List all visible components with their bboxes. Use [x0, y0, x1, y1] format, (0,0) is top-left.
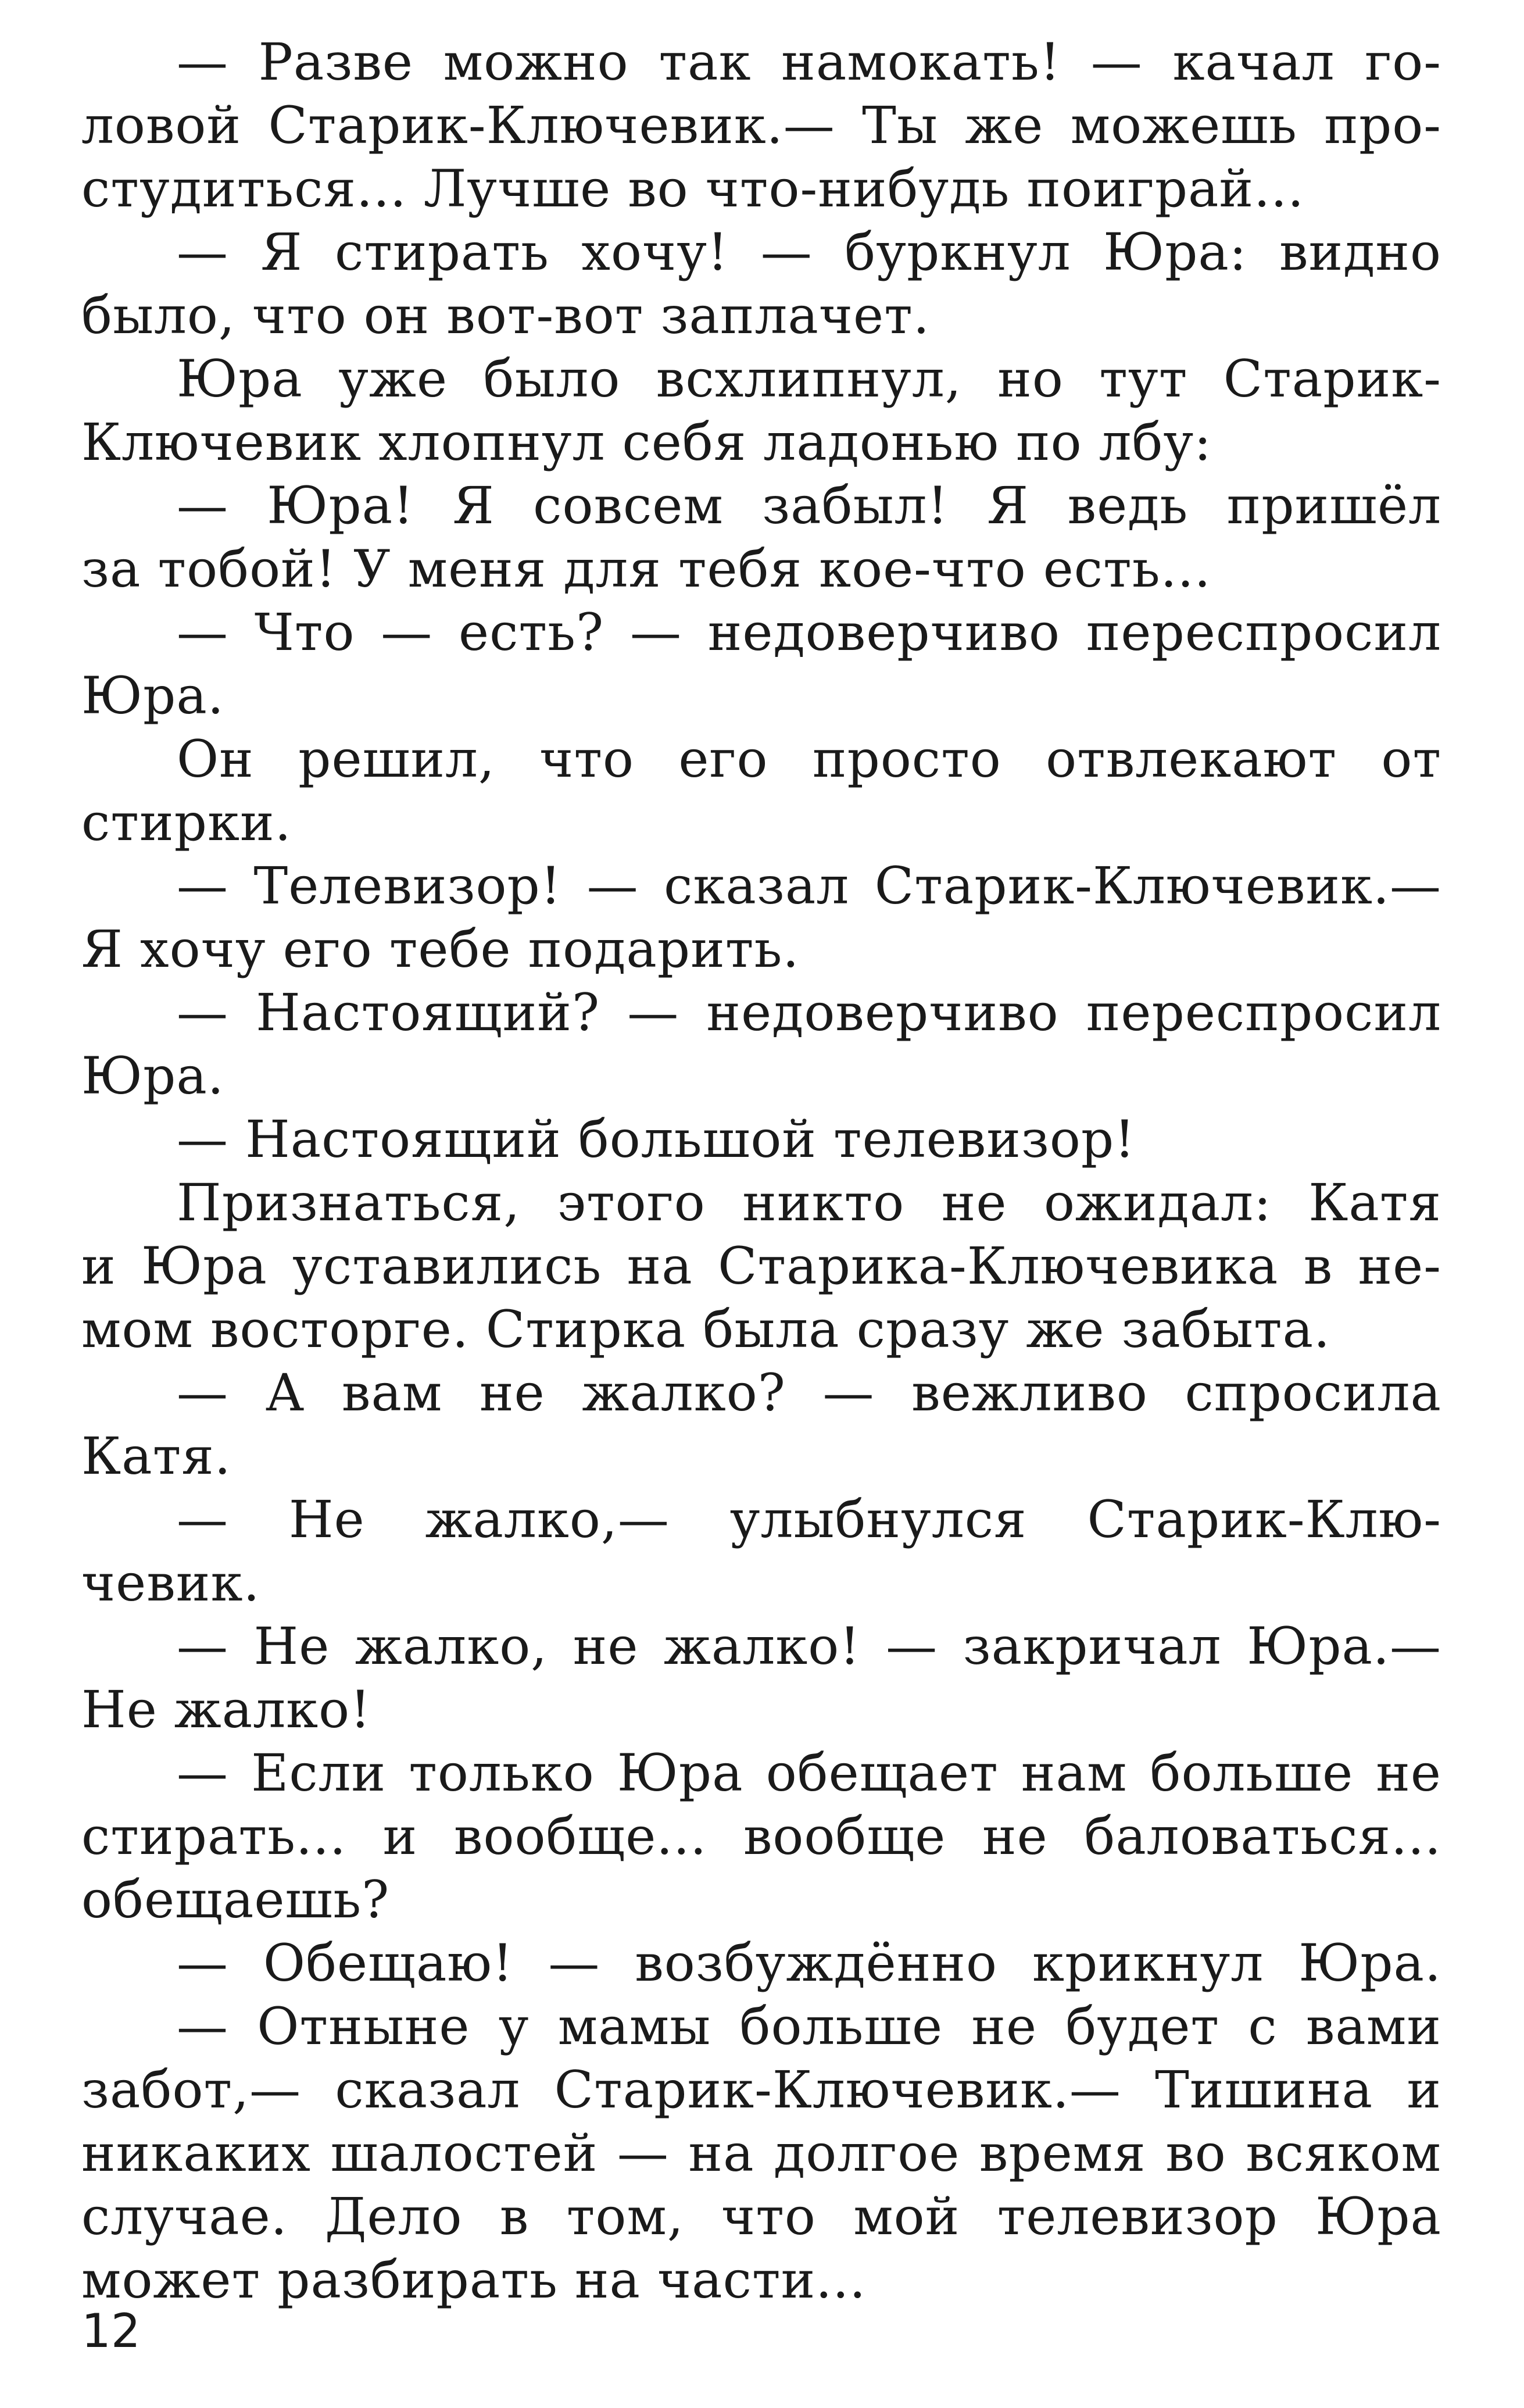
- text-line: — Телевизор! — сказал Старик-Ключевик.—: [177, 856, 1441, 916]
- text-line: Юра.: [81, 666, 224, 726]
- text-line: никаких шалостей — на долгое время во всяком: [81, 2123, 1441, 2183]
- text-line: — Настоящий большой телевизор!: [177, 1109, 1136, 1169]
- text-line: было, что он вот-вот заплачет.: [81, 285, 930, 345]
- text-line: стирать... и вообще... вообще не баловаться...: [81, 1806, 1441, 1866]
- text-line: обещаешь?: [81, 1870, 390, 1930]
- text-line: стирки.: [81, 792, 292, 852]
- text-line: Катя.: [81, 1426, 231, 1486]
- text-line: может разбирать на части...: [81, 2250, 867, 2310]
- text-line: за тобой! У меня для тебя кое-что есть...: [81, 539, 1211, 599]
- text-line: — А вам не жалко? — вежливо спросила: [177, 1363, 1441, 1423]
- text-line: Он решил, что его просто отвлекают от: [177, 729, 1441, 789]
- page-text: [81, 30, 1441, 2311]
- text-line: ловой Старик-Ключевик.— Ты же можешь про-: [81, 95, 1441, 155]
- text-line: — Я стирать хочу! — буркнул Юра: видно: [177, 222, 1441, 282]
- text-line: студиться... Лучше во что-нибудь поиграй...: [81, 159, 1305, 219]
- text-line: — Отныне у мамы больше не будет с вами: [177, 1996, 1441, 2056]
- text-line: и Юра уставились на Старика-Ключевика в не-: [81, 1236, 1441, 1296]
- text-line: — Настоящий? — недоверчиво переспросил: [177, 983, 1441, 1042]
- text-line: забот,— сказал Старик-Ключевик.— Тишина и: [81, 2060, 1441, 2120]
- text-line: — Разве можно так намокать! — качал го-: [177, 32, 1441, 92]
- text-line: — Если только Юра обещает нам больше не: [177, 1743, 1441, 1803]
- text-line: — Обещаю! — возбуждённо крикнул Юра.: [177, 1933, 1441, 1993]
- page-number: 12: [81, 2304, 141, 2358]
- text-line: мом восторге. Стирка была сразу же забыта.: [81, 1299, 1331, 1359]
- text-line: чевик.: [81, 1553, 260, 1613]
- text-line: Не жалко!: [81, 1680, 371, 1739]
- text-line: Юра уже было всхлипнул, но тут Старик-: [177, 349, 1441, 409]
- text-line: Признаться, этого никто не ожидал: Катя: [177, 1173, 1441, 1232]
- text-line: Юра.: [81, 1046, 224, 1106]
- text-line: — Юра! Я совсем забыл! Я ведь пришёл: [177, 476, 1441, 535]
- text-line: — Не жалко,— улыбнулся Старик-Клю-: [177, 1489, 1441, 1549]
- text-line: — Что — есть? — недоверчиво переспросил: [177, 602, 1441, 662]
- text-line: Ключевик хлопнул себя ладонью по лбу:: [81, 412, 1212, 472]
- text-line: — Не жалко, не жалко! — закричал Юра.—: [177, 1616, 1441, 1676]
- text-line: случае. Дело в том, что мой телевизор Юра: [81, 2187, 1441, 2246]
- text-line: Я хочу его тебе подарить.: [81, 919, 800, 979]
